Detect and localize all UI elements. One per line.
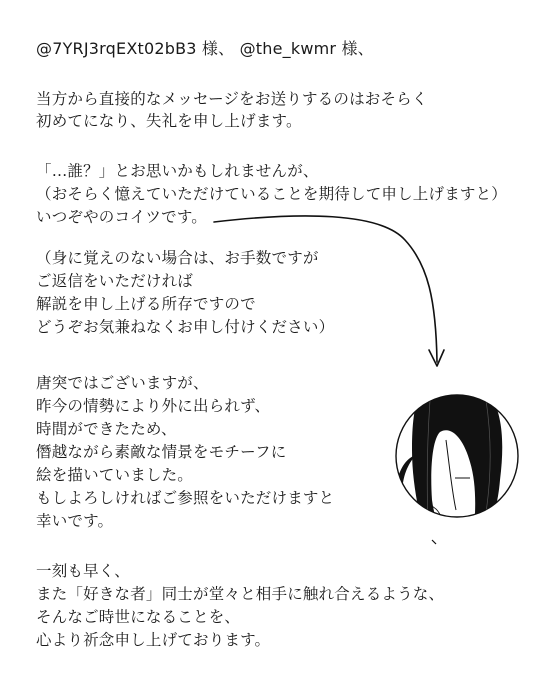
intro-line-2: 初めてになり、失礼を申し上げます。 (36, 112, 302, 130)
body-line-1: 唐突ではございますが、 (36, 374, 209, 392)
closing-line-2: また「好きな者」同士が堂々と相手に触れ合えるような、 (36, 585, 445, 603)
body-line-6: もしよろしければご参照をいただけますと (36, 489, 335, 507)
body-line-2: 昨今の情勢により外に出られず、 (36, 397, 271, 415)
who-line-2: （おそらく憶えていただけていることを期待して申し上げますと） (36, 185, 508, 203)
note-line-3: 解説を申し上げる所存ですので (36, 295, 256, 313)
curved-arrow-icon (214, 216, 444, 366)
note-line-1: （身に覚えのない場合は、お手数ですが (36, 249, 319, 267)
note-line-4: どうぞお気兼ねなくお申し付けください） (36, 318, 335, 336)
body-line-5: 絵を描いていました。 (36, 466, 194, 484)
body-line-4: 僭越ながら素敵な情景をモチーフに (36, 443, 287, 461)
closing-line-1: 一刻も早く、 (36, 562, 130, 580)
who-line-3: いつぞやのコイツです。 (36, 208, 207, 226)
note-line-2: ご返信をいただければ (36, 272, 194, 290)
intro-line-1: 当方から直接的なメッセージをお送りするのはおそらく (36, 90, 428, 108)
body-line-7: 幸いです。 (36, 512, 114, 530)
closing-line-4: 心より祈念申し上げております。 (36, 631, 271, 649)
who-line-1: 「…誰？」とお思いかもしれませんが、 (36, 162, 319, 180)
portrait-drawing (396, 380, 518, 544)
body-line-3: 時間ができたため、 (36, 420, 177, 438)
greeting-line: @7YRJ3rqEXt02bB3 様、 @the_kwmr 様、 (36, 39, 374, 58)
closing-line-3: そんなご時世になることを、 (36, 608, 241, 626)
